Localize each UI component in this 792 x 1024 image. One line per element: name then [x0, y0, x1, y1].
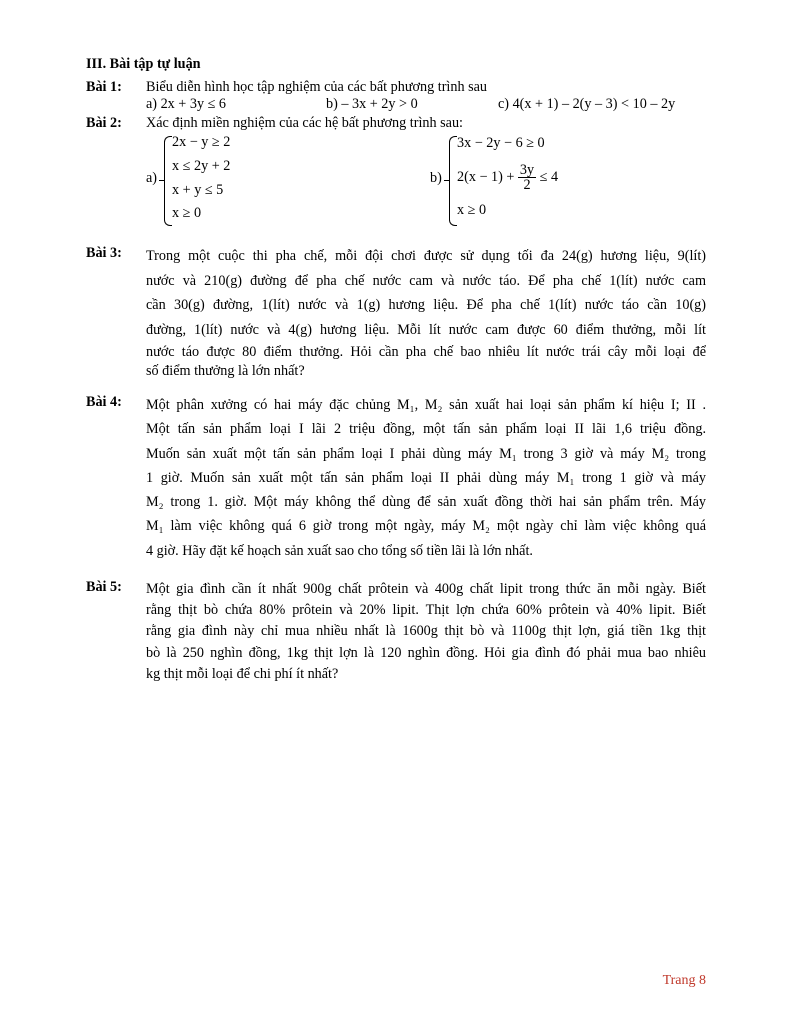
bai2-label: Bài 2:: [86, 115, 122, 131]
bai1-item-c: c) 4(x + 1) – 2(y – 3) < 10 – 2y: [498, 96, 676, 112]
bai5-text: [146, 579, 706, 685]
bai5-line: rằng gia đình này chỉ mua nhiều nhất là 1600g thịt bò và 1100g thịt lợn, giá tiền 1kg thịt: [146, 623, 706, 640]
system-a-line: x ≤ 2y + 2: [172, 158, 231, 174]
system-b-fraction: [518, 163, 536, 192]
bai3-line: nước táo được 80 điểm thưởng. Hỏi cần pha chế bao nhiêu lít nước trái cây mỗi loại để: [146, 344, 706, 361]
system-b-brace: [449, 136, 457, 226]
bai4-label: Bài 4:: [86, 394, 122, 410]
system-a-brace-tip: [159, 180, 164, 181]
system-b-line2: [457, 161, 558, 193]
bai4-line: M₁ làm việc không quá 6 giờ trong một ngày, máy M₂ một ngày chỉ làm việc không quá: [146, 518, 706, 535]
bai5-line: rằng thịt bò chứa 80% prôtein và 20% lipit. Thịt lợn chứa 60% prôtein và 40% lipit. Biết: [146, 602, 706, 619]
bai3-line: nước và 210(g) đường để pha chế nước cam và nước táo. Để pha chế 1(lít) nước cam: [146, 272, 706, 289]
bai3-text: [146, 244, 706, 380]
bai2-a-label: a): [146, 170, 158, 186]
system-a-line: x ≥ 0: [172, 205, 202, 221]
system-b-line1: 3x − 2y − 6 ≥ 0: [457, 135, 545, 151]
bai4-line: 1 giờ. Muốn sản xuất một tấn sản phẩm loại II phải dùng máy M₁ trong 1 giờ và máy: [146, 469, 706, 486]
bai1-label: Bài 1:: [86, 79, 122, 95]
system-a-line: 2x − y ≥ 2: [172, 134, 231, 150]
page-number: Trang 8: [662, 973, 706, 988]
bai5-line: bò là 250 nghìn đồng, 1kg thịt lợn là 120 nghìn đồng. Hỏi gia đình đó phải mua bao nhiêu: [146, 644, 706, 661]
bai2-b-label: b): [430, 170, 442, 186]
system-a-line: x + y ≤ 5: [172, 182, 224, 198]
fraction-numerator: 3y: [519, 162, 535, 179]
system-a-brace: [164, 136, 172, 226]
bai4-line: 4 giờ. Hãy đặt kế hoạch sản xuất sao cho tổng số tiền lãi là lớn nhất.: [146, 542, 533, 559]
bai1-item-b: b) – 3x + 2y > 0: [326, 96, 418, 112]
bai3-line: Trong một cuộc thi pha chế, mỗi đội chơi được sử dụng tối đa 24(g) hương liệu, 9(lít): [146, 248, 706, 264]
fraction-denominator: 2: [523, 177, 531, 194]
bai5-label: Bài 5:: [86, 579, 122, 595]
bai4-line: Một tấn sản phẩm loại I lãi 2 triệu đồng, một tấn sản phẩm loại II lãi 1,6 triệu đồng.: [146, 421, 706, 438]
bai1-item-a: a) 2x + 3y ≤ 6: [146, 96, 227, 112]
bai3-label: Bài 3:: [86, 245, 122, 261]
bai4-line: Muốn sản xuất một tấn sản phẩm loại I phải dùng máy M₁ trong 3 giờ và máy M₂ trong: [146, 445, 706, 462]
bai4-line: M₂ trong 1. giờ. Một máy không thể dùng để sản xuất đồng thời hai sản phẩm trên. Máy: [146, 494, 706, 511]
section-title: III. Bài tập tự luận: [86, 56, 201, 72]
bai3-line: đường, 1(lít) nước và 4(g) hương liệu. Mỗi lít nước cam được 60 điểm thưởng, mỗi lít: [146, 321, 706, 338]
system-b-brace-tip: [444, 180, 449, 181]
bai4-text: [146, 393, 706, 563]
bai2-prompt: Xác định miền nghiệm của các hệ bất phương trình sau:: [146, 115, 463, 131]
system-b-line3: x ≥ 0: [457, 202, 487, 218]
bai5-line: kg thịt mỗi loại để chi phí ít nhất?: [146, 665, 339, 682]
bai3-line: cần 30(g) đường, 1(lít) nước và 1(g) hương liệu. Để pha chế 1(lít) nước táo cần 10(g): [146, 297, 706, 314]
bai1-prompt: Biểu diễn hình học tập nghiệm của các bất phương trình sau: [146, 79, 488, 95]
bai3-line: số điểm thưởng là lớn nhất?: [146, 363, 305, 380]
system-b-line2-right: ≤ 4: [539, 169, 559, 185]
system-b-line2-left: 2(x − 1) +: [457, 169, 515, 185]
bai4-line: Một phân xưởng có hai máy đặc chủng M₁, M₂ sản xuất hai loại sản phẩm kí hiệu I; II .: [146, 397, 706, 413]
bai5-line: Một gia đình cần ít nhất 900g chất prôtein và 400g chất lipit trong thức ăn mỗi ngày. Biết: [146, 581, 706, 597]
